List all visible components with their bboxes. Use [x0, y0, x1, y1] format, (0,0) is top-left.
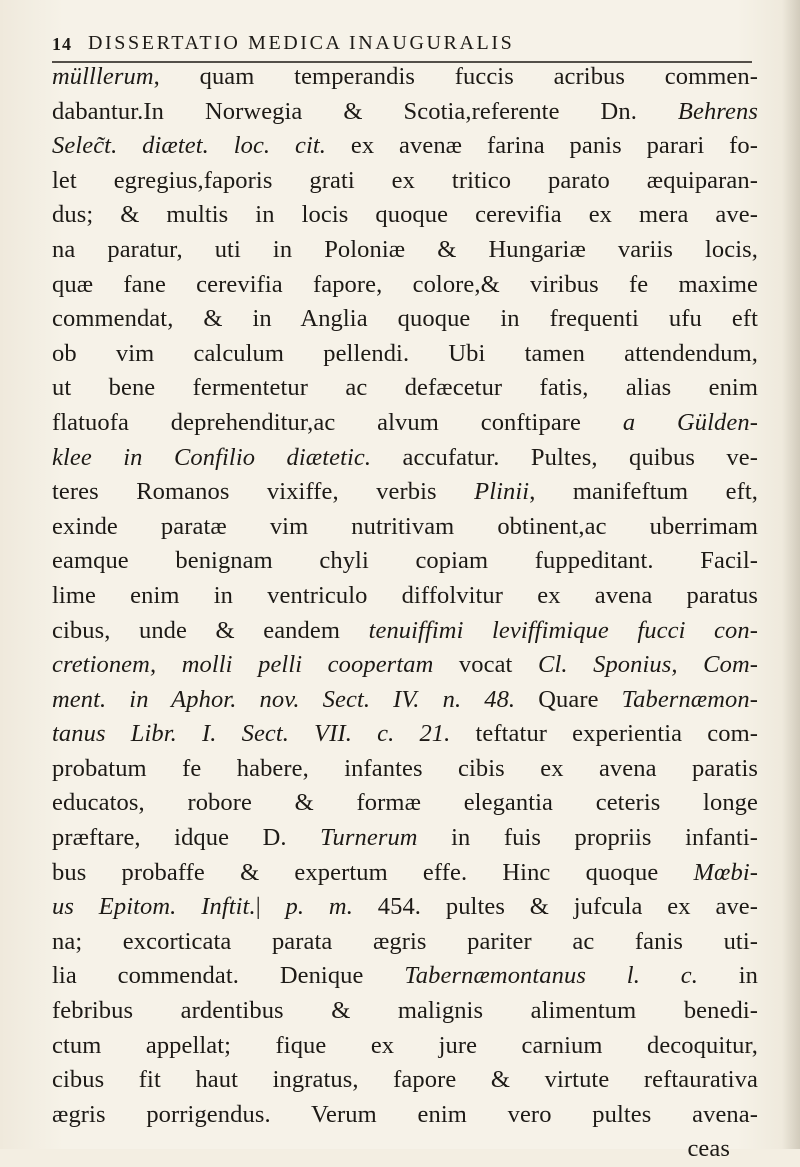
text-segment: præftare, idque D.	[52, 824, 321, 852]
italic-segment: Mœbi-	[693, 858, 758, 886]
text-segment: in	[697, 962, 758, 990]
text-line	[52, 164, 758, 199]
text-line	[52, 129, 758, 164]
text-segment: probatum fe habere, infantes cibis ex avena paratis	[52, 754, 758, 782]
text-segment: lia commendat. Denique	[52, 962, 405, 990]
text-segment: teres Romanos vixiffe, verbis	[52, 478, 475, 506]
text-segment: 454. pultes & jufcula ex ave-	[352, 893, 758, 921]
text-line	[52, 683, 758, 718]
text-segment: dus; & multis in locis quoque cerevifia ex mera ave-	[52, 201, 758, 229]
text-line	[52, 890, 758, 925]
text-line	[52, 786, 758, 821]
italic-segment: a Gülden-	[622, 408, 758, 436]
italic-segment: Tabernæmontanus l. c.	[404, 962, 698, 990]
page-number: 14	[52, 34, 72, 54]
italic-segment: cretionem, molli pelli coopertam	[52, 651, 434, 679]
text-segment: ex avenæ farina panis parari fo-	[326, 132, 758, 160]
text-segment: in fuis propriis infanti-	[417, 824, 758, 852]
text-line	[52, 406, 758, 441]
text-segment: educatos, robore & formæ elegantia ceteris longe	[52, 789, 758, 817]
text-segment: let egregius,faporis grati ex tritico parato æquiparan-	[52, 166, 758, 194]
running-head: DISSERTATIO MEDICA INAUGURALIS	[88, 32, 515, 54]
text-segment: , quam temperandis fuccis acribus commen-	[153, 63, 758, 90]
italic-segment: Turnerum	[320, 824, 418, 852]
text-segment: febribus ardentibus & malignis alimentum benedi-	[52, 997, 758, 1025]
text-segment: teftatur experientia com-	[450, 720, 758, 748]
text-line	[52, 994, 758, 1029]
italic-segment: Tabernæmon-	[621, 685, 758, 713]
text-segment: na paratur, uti in Poloniæ & Hungariæ variis locis,	[52, 235, 758, 263]
text-segment: , manifeftum eft,	[529, 478, 758, 506]
text-line	[52, 268, 758, 303]
text-line	[52, 441, 758, 476]
text-line	[52, 579, 758, 614]
text-line	[52, 510, 758, 545]
italic-segment: Behrens	[677, 97, 758, 125]
text-line	[52, 1063, 758, 1098]
text-segment: quæ fane cerevifia fapore, colore,& viribus fe maxime	[52, 270, 758, 298]
text-line	[52, 959, 758, 994]
text-segment: eamque benignam chyli copiam fuppeditant. Facil-	[52, 547, 758, 575]
text-line	[52, 475, 758, 510]
text-segment: accufatur. Pultes, quibus ve-	[371, 443, 758, 471]
italic-segment: p. m.	[285, 893, 353, 921]
text-segment: bus probaffe & expertum effe. Hinc quoque	[52, 858, 694, 886]
text-line	[52, 95, 758, 130]
italic-segment: ment. in Aphor. nov. Sect. IV. n. 48.	[52, 685, 516, 713]
text-segment: na; excorticata parata ægris pariter ac fanis uti-	[52, 927, 758, 955]
italic-segment: klee in Confilio diætetic.	[52, 443, 372, 471]
page-edge-shadow	[782, 0, 800, 1149]
italic-segment: Plinii	[474, 478, 530, 506]
text-segment: ob vim calculum pellendi. Ubi tamen attendendum,	[52, 339, 758, 367]
text-segment: cibus fit haut ingratus, fapore & virtute reftaurativa	[52, 1066, 758, 1094]
italic-segment: mülllerum	[52, 63, 154, 90]
text-segment: ceas	[687, 1135, 730, 1163]
text-line	[52, 371, 758, 406]
text-line	[52, 1098, 758, 1133]
text-line	[52, 856, 758, 891]
text-line	[52, 337, 758, 372]
text-segment: Quare	[515, 685, 622, 713]
text-line	[52, 925, 758, 960]
text-line	[52, 302, 758, 337]
text-segment: exinde paratæ vim nutritivam obtinent,ac uberrimam	[52, 512, 758, 540]
page-header	[52, 14, 752, 58]
body-text	[52, 60, 758, 1167]
text-segment: |	[255, 893, 286, 921]
text-line	[52, 717, 758, 752]
italic-segment: us Epitom. Inftit.	[52, 893, 256, 921]
text-line	[52, 614, 758, 649]
text-segment: ut bene fermentetur ac defæcetur fatis, alias enim	[52, 374, 758, 402]
italic-segment: Selec̃t. diætet. loc. cit.	[52, 132, 327, 160]
text-segment: cibus, unde & eandem	[52, 616, 369, 644]
text-line	[52, 233, 758, 268]
text-line	[52, 821, 758, 856]
text-line	[52, 198, 758, 233]
italic-segment: Cl. Sponius, Com-	[538, 651, 758, 679]
italic-segment: tenuiffimi leviffimique fucci con-	[368, 616, 758, 644]
text-line	[52, 1132, 758, 1167]
text-line	[52, 752, 758, 787]
text-segment: commendat, & in Anglia quoque in frequenti ufu eft	[52, 305, 758, 333]
text-line	[52, 648, 758, 683]
text-segment: dabantur.In Norwegia & Scotia,referente Dn.	[52, 97, 678, 125]
text-segment: ctum appellat; fique ex jure carnium decoquitur,	[52, 1031, 758, 1059]
italic-segment: tanus Libr. I. Sect. VII. c. 21.	[52, 720, 451, 748]
text-segment: ægris porrigendus. Verum enim vero pultes avena-	[52, 1100, 758, 1128]
text-line	[52, 1029, 758, 1064]
text-line	[52, 60, 758, 95]
text-segment: vocat	[433, 651, 538, 679]
text-segment: lime enim in ventriculo diffolvitur ex avena paratus	[52, 581, 758, 609]
text-line	[52, 544, 758, 579]
text-segment: flatuofa deprehenditur,ac alvum conftipare	[52, 408, 623, 436]
